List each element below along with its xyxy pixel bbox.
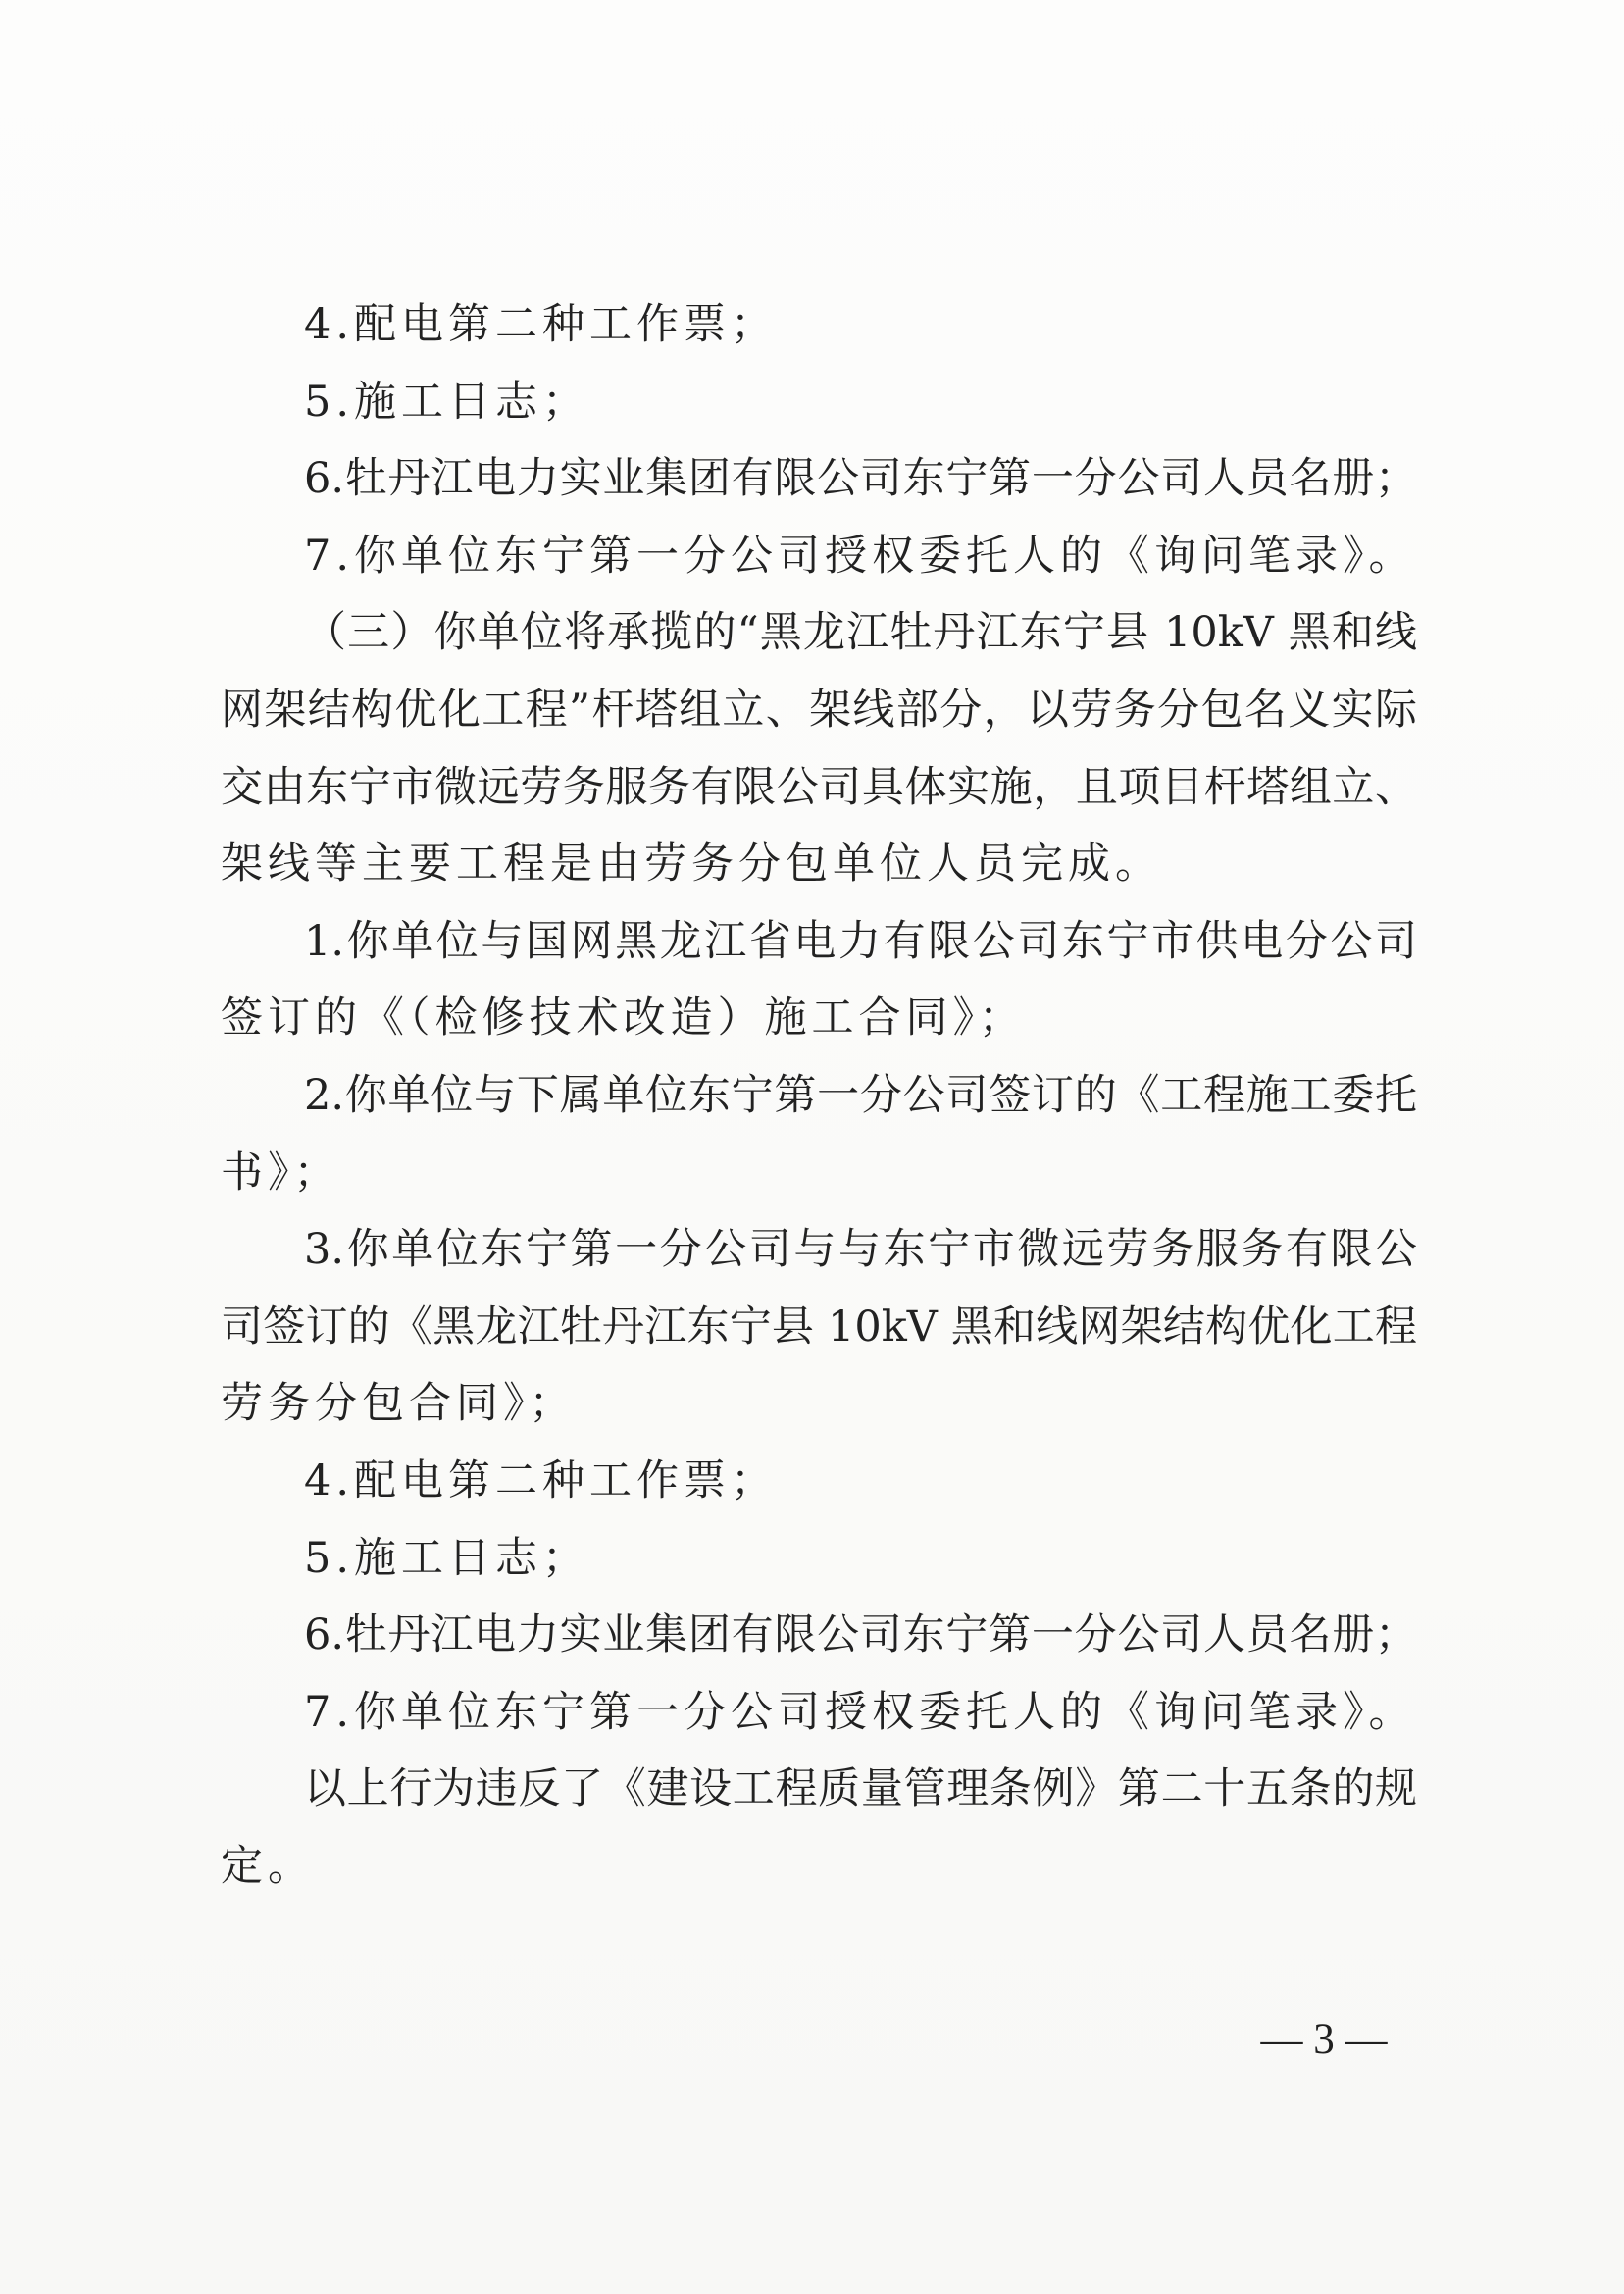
text-line-section-three-continuation-1: 网架结构优化工程”杆塔组立、架线部分，以劳务分包名义实际 [221, 685, 1417, 735]
text-line-repeat-list-item-5-construction-log: 5.施工日志； [304, 1533, 590, 1583]
text-line-list-item-5-construction-log: 5.施工日志； [304, 377, 590, 427]
text-line-list-item-4-work-ticket: 4.配电第二种工作票； [304, 300, 779, 349]
text-line-section-three-continuation-3: 架线等主要工程是由劳务分包单位人员完成。 [221, 840, 1162, 890]
text-line-section-three-start: （三）你单位将承揽的“黑龙江牡丹江东宁县 10kV 黑和线 [304, 608, 1417, 658]
text-line-list-item-3-continuation-1: 司签订的《黑龙江牡丹江东宁县 10kV 黑和线网架结构优化工程 [221, 1301, 1417, 1351]
text-line-repeat-list-item-7-inquiry-record: 7.你单位东宁第一分公司授权委托人的《询问笔录》。 [304, 1687, 1416, 1737]
text-line-list-item-1-contract: 1.你单位与国网黑龙江省电力有限公司东宁市供电分公司 [304, 916, 1417, 966]
document-body [221, 286, 1417, 1905]
text-line-section-three-continuation-2: 交由东宁市微远劳务服务有限公司具体实施，且项目杆塔组立、 [221, 762, 1417, 812]
text-line-repeat-list-item-4-work-ticket: 4.配电第二种工作票； [304, 1455, 779, 1505]
text-line-list-item-7-inquiry-record: 7.你单位东宁第一分公司授权委托人的《询问笔录》。 [304, 531, 1416, 581]
text-line-list-item-1-continuation: 签订的《（检修技术改造）施工合同》； [221, 994, 1026, 1044]
text-line-list-item-2-entrustment: 2.你单位与下属单位东宁第一分公司签订的《工程施工委托 [304, 1070, 1417, 1120]
text-line-list-item-6-personnel-roster: 6.牡丹江电力实业集团有限公司东宁第一分公司人员名册； [304, 454, 1417, 504]
text-line-list-item-3-subcontract: 3.你单位东宁第一分公司与与东宁市微远劳务服务有限公 [304, 1225, 1417, 1275]
text-line-list-item-3-continuation-2: 劳务分包合同》； [221, 1379, 577, 1429]
text-line-conclusion: 以上行为违反了《建设工程质量管理条例》第二十五条的规 [304, 1764, 1417, 1814]
text-line-list-item-2-continuation: 书》； [221, 1147, 341, 1198]
text-line-conclusion-continuation: 定。 [221, 1841, 315, 1891]
text-line-repeat-list-item-6-personnel-roster: 6.牡丹江电力实业集团有限公司东宁第一分公司人员名册； [304, 1610, 1417, 1660]
page-number: — 3 — [1260, 2016, 1388, 2063]
